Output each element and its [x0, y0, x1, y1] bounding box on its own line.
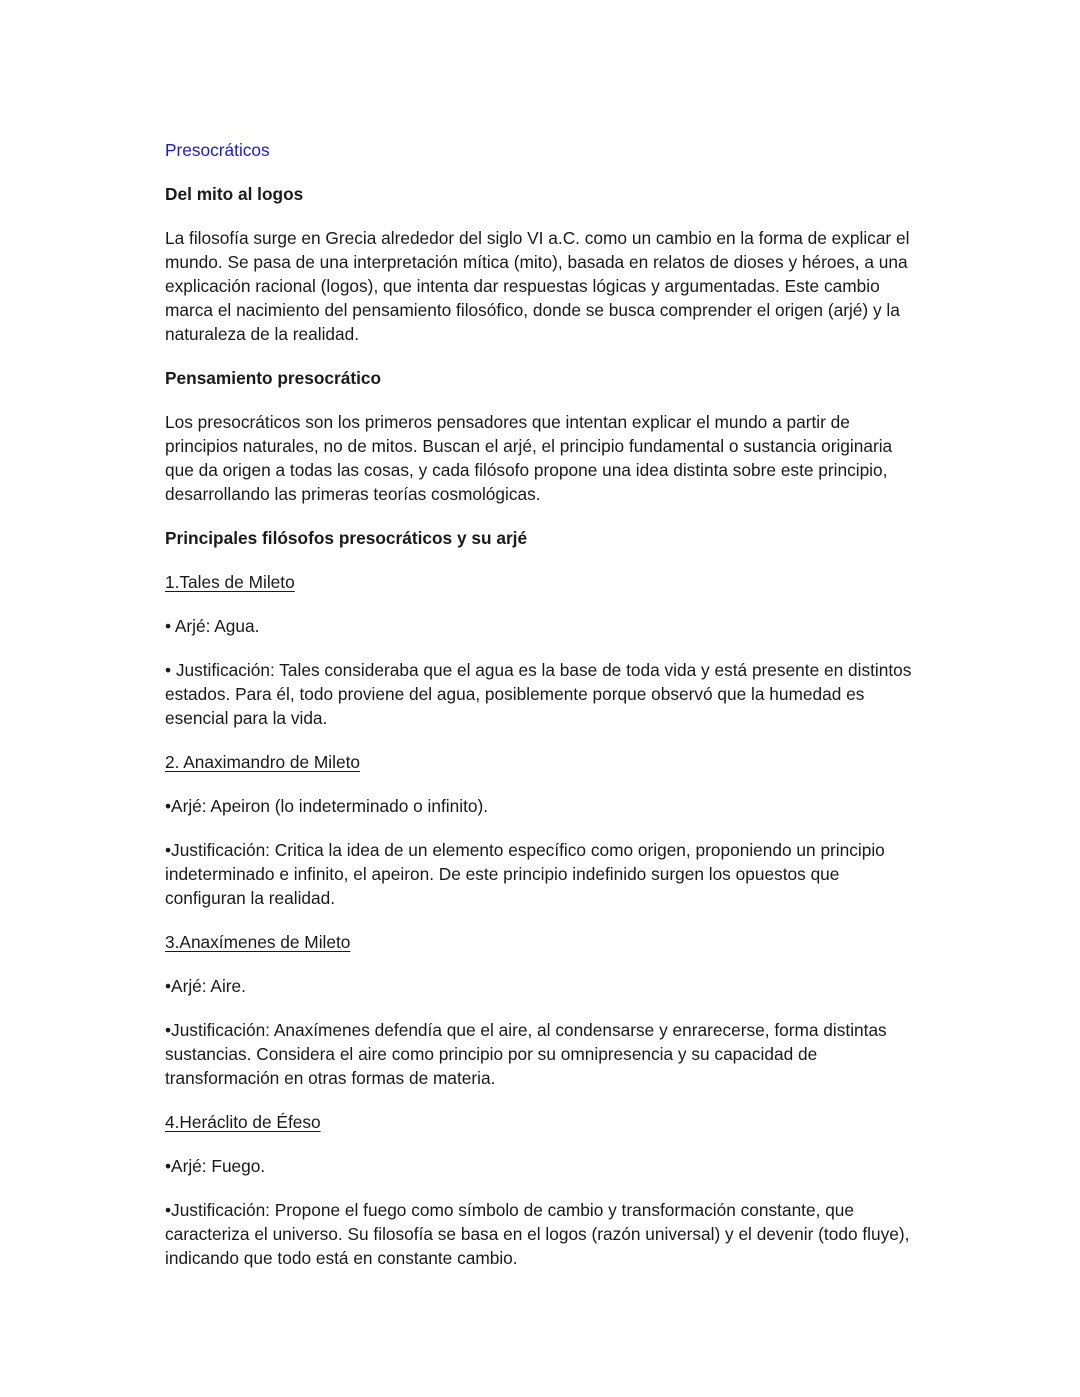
- philosopher-name-tales: 1.Tales de Mileto: [165, 572, 295, 592]
- document-page: [165, 138, 915, 1290]
- heading-mito-logos: Del mito al logos: [165, 184, 304, 204]
- philosopher-arje-anaximandro: •Arjé: Apeiron (lo indeterminado o infinito).: [165, 796, 489, 816]
- paragraph-mito-logos: La filosofía surge en Grecia alrededor del siglo VI a.C. como un cambio en la forma de explicar el mundo. Se pasa de una interpretación mítica (mito), basada en relatos de dioses y héroes, a una explicación racional (logos), que intenta dar respuestas lógicas y argumentadas. Este cambio marca el nacimiento del pensamiento filosófico, donde se busca comprender el origen (arjé) y la naturaleza de la realidad.: [165, 228, 910, 344]
- heading-pensamiento: Pensamiento presocrático: [165, 368, 382, 388]
- philosopher-name-heraclito: 4.Heráclito de Éfeso: [165, 1112, 321, 1132]
- philosopher-justification-heraclito: •Justificación: Propone el fuego como símbolo de cambio y transformación constante, que caracteriza el universo. Su filosofía se basa en el logos (razón universal) y el devenir (todo fluye), indicando que todo está en constante cambio.: [165, 1200, 910, 1268]
- document-title: Presocráticos: [165, 140, 270, 160]
- philosopher-name-anaximenes: 3.Anaxímenes de Mileto: [165, 932, 351, 952]
- philosopher-arje-tales: • Arjé: Agua.: [165, 616, 260, 636]
- philosopher-justification-anaximandro: •Justificación: Critica la idea de un elemento específico como origen, proponiendo un principio indeterminado e infinito, el apeiron. De este principio indefinido surgen los opuestos que configuran la realidad.: [165, 840, 885, 908]
- heading-principales: Principales filósofos presocráticos y su arjé: [165, 528, 528, 548]
- philosopher-name-anaximandro: 2. Anaximandro de Mileto: [165, 752, 361, 772]
- philosopher-arje-anaximenes: •Arjé: Aire.: [165, 976, 246, 996]
- philosopher-justification-tales: • Justificación: Tales consideraba que el agua es la base de toda vida y está presente en distintos estados. Para él, todo proviene del agua, posiblemente porque observó que la humedad es esencial para la vida.: [165, 660, 912, 728]
- paragraph-pensamiento: Los presocráticos son los primeros pensadores que intentan explicar el mundo a partir de principios naturales, no de mitos. Buscan el arjé, el principio fundamental o sustancia originaria que da origen a todas las cosas, y cada filósofo propone una idea distinta sobre este principio, desarrollando las primeras teorías cosmológicas.: [165, 412, 893, 504]
- philosopher-arje-heraclito: •Arjé: Fuego.: [165, 1156, 266, 1176]
- philosopher-justification-anaximenes: •Justificación: Anaxímenes defendía que el aire, al condensarse y enrarecerse, forma distintas sustancias. Considera el aire como principio por su omnipresencia y su capacidad de transformación en otras formas de materia.: [165, 1020, 887, 1088]
